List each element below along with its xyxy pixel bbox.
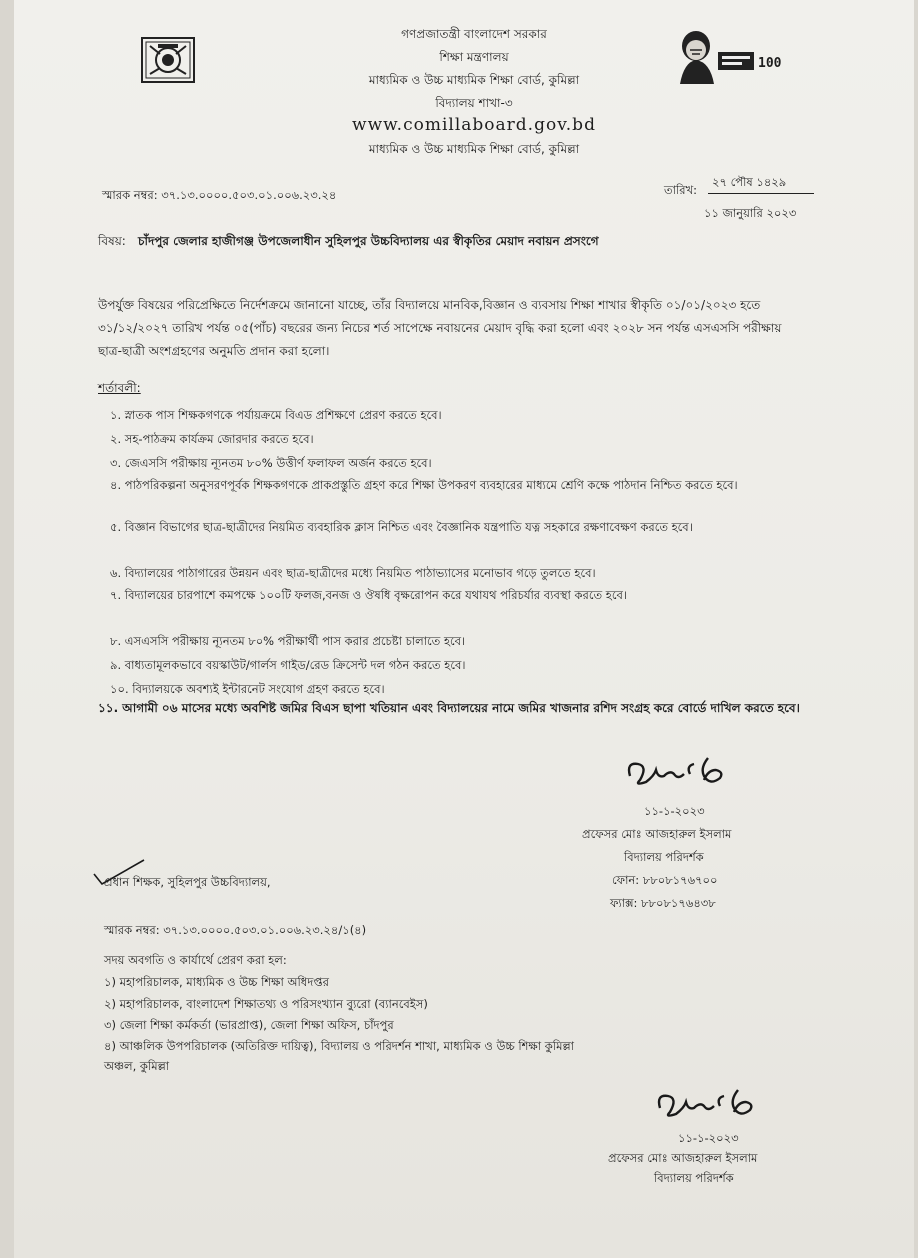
condition-item: ১০. বিদ্যালয়কে অবশ্যই ইন্টারনেট সংযোগ গ্রহণ করতে হবে। xyxy=(110,682,385,696)
signature-2-designation: বিদ্যালয় পরিদর্শক xyxy=(654,1171,734,1185)
header-branch: বিদ্যালয় শাখা-৩ xyxy=(435,96,513,110)
subject-label: বিষয়: xyxy=(98,234,126,248)
condition-item: ৮. এসএসসি পরীক্ষায় ন্যূনতম ৮০% পরীক্ষার্থী পাস করার প্রচেষ্টা চালাতে হবে। xyxy=(110,634,466,648)
memo2-number: স্মারক নম্বর: ৩৭.১৩.০০০০.৫০৩.০১.০০৬.২৩.২৪/১(৪) xyxy=(104,923,367,937)
header-govt: গণপ্রজাতন্ত্রী বাংলাদেশ সরকার xyxy=(401,27,547,41)
subject-text: চাঁদপুর জেলার হাজীগঞ্জ উপজেলাধীন সুহিলপুর উচ্চবিদ্যালয় এর স্বীকৃতির মেয়াদ নবায়ন প্রসংগে xyxy=(138,234,599,248)
memo-date-label: তারিখ: xyxy=(664,183,698,197)
date-underline xyxy=(708,193,814,194)
body-paragraph: উপর্যুক্ত বিষয়ের পরিপ্রেক্ষিতে নির্দেশক্রমে জানানো যাচ্ছে, তাঁর বিদ্যালয়ে মানবিক,বিজ্ঞান ও ব্যবসায় শিক্ষা শাখার স্বীকৃতি ০১/০১/২০২৩ হতে ৩১/১২/২০২৭ তারিখ পর্যন্ত ০৫(পাঁচ) বছরের জন্য নিচের শর্ত সাপেক্ষে নবায়নের মেয়াদ বৃদ্ধি করা হলো এবং ২০২৮ সন পর্যন্ত এসএসসি পরীক্ষায় ছাত্র-ছাত্রী অংশগ্রহণের অনুমতি প্রদান করা হলো। xyxy=(98,298,782,358)
memo-date-bangla: ২৭ পৌষ ১৪২৯ xyxy=(712,175,787,189)
signature-1-date: ১১-১-২০২৩ xyxy=(644,804,705,818)
mujib-100-text: 100 xyxy=(758,56,782,71)
copy-item-4-line2: অঞ্চল, কুমিল্লা xyxy=(104,1059,170,1073)
copy-item: ২) মহাপরিচালক, বাংলাদেশ শিক্ষাতথ্য ও পরিসংখ্যান ব্যুরো (ব্যানবেইস) xyxy=(104,997,428,1011)
header-ministry: শিক্ষা মন্ত্রণালয় xyxy=(439,50,509,64)
condition-item: ৫. বিজ্ঞান বিভাগের ছাত্র-ছাত্রীদের নিয়মিত ব্যবহারিক ক্লাস নিশ্চিত এবং বৈজ্ঞানিক যন্ত্রপাতি যত্ন সহকারে রক্ষণাবেক্ষণ করতে হবে। xyxy=(110,520,693,534)
header-website: www.comillaboard.gov.bd xyxy=(352,115,596,135)
condition-item: ৩. জেএসসি পরীক্ষায় ন্যূনতম ৮০% উত্তীর্ণ ফলাফল অর্জন করতে হবে। xyxy=(110,456,432,470)
condition-11: ১১. আগামী ০৬ মাসের মধ্যে অবশিষ্ট জমির বিএস ছাপা খতিয়ান এবং বিদ্যালয়ের নামে জমির খাজনার রশিদ সংগ্রহ করে বোর্ডে দাখিল করতে হবে। xyxy=(98,701,800,715)
header-board-repeat: মাধ্যমিক ও উচ্চ মাধ্যমিক শিক্ষা বোর্ড, কুমিল্লা xyxy=(368,142,580,156)
header-board: মাধ্যমিক ও উচ্চ মাধ্যমিক শিক্ষা বোর্ড, কুমিল্লা xyxy=(368,73,580,87)
copy-item: ৩) জেলা শিক্ষা কর্মকর্তা (ভারপ্রাপ্ত), জেলা শিক্ষা অফিস, চাঁদপুর xyxy=(104,1018,394,1032)
copies-intro: সদয় অবগতি ও কার্যার্থে প্রেরণ করা হল: xyxy=(104,953,287,967)
condition-item: ১. স্নাতক পাস শিক্ষকগণকে পর্যায়ক্রমে বিএড প্রশিক্ষণে প্রেরণ করতে হবে। xyxy=(110,408,442,422)
condition-item: ২. সহ-পাঠক্রম কার্যক্রম জোরদার করতে হবে। xyxy=(110,432,314,446)
signature-2-handwritten xyxy=(654,1084,764,1124)
signature-1-fax: ফ্যাক্স: ৮৮০৮১৭৬৪৩৮ xyxy=(610,896,716,910)
condition-item: ৪. পাঠপরিকল্পনা অনুসরণপূর্বক শিক্ষকগণকে প্রাকপ্রস্তুতি গ্রহণ করে শিক্ষা উপকরণ ব্যবহারের মাধ্যমে শ্রেণি কক্ষে পাঠদান নিশ্চিত করতে হবে। xyxy=(110,478,738,492)
conditions-title: শর্তাবলী: xyxy=(98,381,141,395)
condition-item: ৭. বিদ্যালয়ের চারপাশে কমপক্ষে ১০০টি ফলজ,বনজ ও ঔষধি বৃক্ষরোপন করে যথাযথ পরিচর্যার ব্যবস্থা করতে হবে। xyxy=(110,588,627,602)
recipient: প্রধান শিক্ষক, সুহিলপুর উচ্চবিদ্যালয়, xyxy=(104,875,271,889)
copy-item: ১) মহাপরিচালক, মাধ্যমিক ও উচ্চ শিক্ষা অধিদপ্তর xyxy=(104,975,330,989)
signature-1-name: প্রফেসর মোঃ আজহারুল ইসলাম xyxy=(582,827,732,841)
signature-1-handwritten xyxy=(624,752,734,792)
condition-item: ৯. বাধ্যতামূলকভাবে বয়স্কাউট/গার্লস গাইড/রেড ক্রিসেন্ট দল গঠন করতে হবে। xyxy=(110,658,466,672)
signature-1-designation: বিদ্যালয় পরিদর্শক xyxy=(624,850,704,864)
document-page xyxy=(14,0,914,1258)
memo-number: স্মারক নম্বর: ৩৭.১৩.০০০০.৫০৩.০১.০০৬.২৩.২৪ xyxy=(102,188,337,202)
signature-1-phone: ফোন: ৮৮০৮১৭৬৭০০ xyxy=(612,873,718,887)
condition-item: ৬. বিদ্যালয়ের পাঠাগারের উন্নয়ন এবং ছাত্র-ছাত্রীদের মধ্যে নিয়মিত পাঠাভ্যাসের মনোভাব গড়ে তুলতে হবে। xyxy=(110,566,596,580)
memo-date-english: ১১ জানুয়ারি ২০২৩ xyxy=(704,206,797,220)
copy-item-4-line1: ৪) আঞ্চলিক উপপরিচালক (অতিরিক্ত দায়িত্ব), বিদ্যালয় ও পরিদর্শন শাখা, মাধ্যমিক ও উচ্চ শিক্ষা কুমিল্লা xyxy=(104,1039,574,1053)
signature-2-name: প্রফেসর মোঃ আজহারুল ইসলাম xyxy=(608,1151,758,1165)
signature-2-date: ১১-১-২০২৩ xyxy=(678,1131,739,1145)
